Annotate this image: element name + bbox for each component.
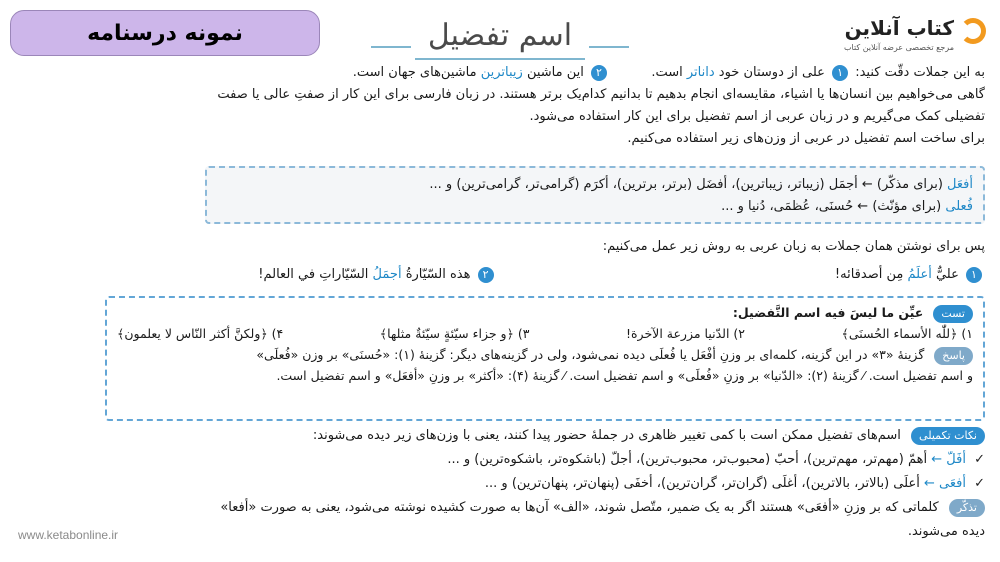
highlight-word: أجمَلُ — [372, 267, 402, 282]
intro-text: این ماشین — [526, 65, 584, 80]
brand-logo — [826, 16, 986, 56]
reminder-line-1 — [15, 496, 985, 520]
pattern-key: أفَلّ — [946, 452, 966, 467]
intro-line-3: تفضیلی کمک می‌گیریم و در زبان عربی از اسم تفضیل برای این کار استفاده می‌شود. — [529, 109, 985, 124]
intro-line-1 — [15, 62, 985, 84]
number-badge-1: ۱ — [832, 65, 848, 81]
notes-text: أهمّ (مهم‌تر، مهم‌ترین)، أحبّ (محبوب‌تر، محبوب‌ترین)، أجلّ (باشکوه‌تر، باشکوه‌ترین) و ... — [447, 452, 928, 467]
reminder-text: کلماتی که بر وزنِ «أفعَی» هستند اگر به یک ضمیر، متّصل شوند، «الف» آن‌ها به صورت کشیده نوشته می‌شود، یعنی به صورت «أفعا» — [220, 500, 939, 515]
test-options — [117, 323, 973, 344]
answer-text: گزینهٔ «۳» در این گزینه، کلمه‌ای بر وزنِ أفْعَل یا فُعلَی دیده نمی‌شود، ولی در گزینه‌های دیگر: گزینهٔ (۱): «حُسنَی» بر وزن «فُعلَی» — [256, 347, 925, 362]
translate-examples — [15, 264, 985, 286]
patterns-box — [205, 166, 985, 224]
example-text: هذه السّيّارةُ — [405, 267, 471, 282]
pattern-key: أفعَل — [947, 177, 973, 192]
notes-text: اسم‌های تفضیل ممکن است با کمی تغییر ظاهری در جملهٔ حضور پیدا کنند، یعنی با وزن‌های زیر دیده می‌شوند: — [312, 428, 901, 443]
arrow-icon: ← — [931, 452, 943, 467]
option-2: ۲) الدّنيا مزرعة الآخرة! — [626, 326, 745, 341]
pattern-desc: (برای مؤنّث) ← حُسنَی، عُظمَی، دُنیا و ... — [721, 199, 942, 214]
notes-lead — [15, 424, 985, 448]
highlight-word: أعلَمُ — [907, 267, 932, 282]
translate-lead: پس برای نوشتن همان جملات به زبان عربی به روش زیر عمل می‌کنیم: — [602, 239, 985, 254]
pattern-desc: (برای مذکّر) ← أجمَل (زیباتر، زیباترین)، أفضَل (برتر، برترین)، أکرَم (گرامی‌تر، گرامی‌ترین) و ... — [429, 177, 943, 192]
page-title-text: اسم تفضیل — [427, 18, 573, 53]
reminder-line-2: دیده می‌شوند. — [907, 524, 985, 539]
option-3: ۳) ﴿و جزاء سيّئةٍ سيّئةٌ مثلها﴾ — [379, 326, 530, 341]
intro-text: است. — [651, 65, 683, 80]
intro-text: به این جملات دقّت کنید: — [855, 65, 985, 80]
test-tag: تست — [933, 305, 973, 323]
answer-line-2: و اسم تفضیل است. ⁄ گزینهٔ (۲): «الدّنيا» بر وزنِ «فُعلَی» و اسم تفضیل است. ⁄ گزینهٔ (۴): «أكثر» بر وزنِ «أفعَل» و اسم تفضیل است. — [276, 368, 973, 383]
number-badge-1: ۱ — [966, 267, 982, 283]
page-title — [415, 12, 585, 60]
test-question — [117, 302, 973, 323]
pattern-key: فُعلی — [945, 199, 973, 214]
logo-ring-icon — [960, 18, 986, 44]
notes-row-1 — [15, 448, 985, 472]
intro-line-4: برای ساخت اسم تفضیل در عربی از وزن‌های زیر استفاده می‌کنیم. — [627, 131, 985, 146]
number-badge-2: ۲ — [591, 65, 607, 81]
arrow-icon: ← — [923, 476, 935, 491]
checkmark-icon: ✓ — [974, 452, 985, 467]
logo-tagline: مرجع تخصصی عرضه آنلاین کتاب — [843, 43, 954, 52]
option-1: ۱) ﴿للّٰه الأسماء الحُسنَی﴾ — [841, 326, 973, 341]
example-text: السّيّاراتِ في العالم! — [258, 267, 369, 282]
answer-line-1 — [117, 344, 973, 365]
example-text: مِن أصدقائه! — [834, 267, 904, 282]
pattern-key: أفعَی — [939, 476, 966, 491]
highlight-word: زیباترین — [480, 65, 523, 80]
highlight-word: داناتر — [686, 65, 715, 80]
number-badge-2: ۲ — [478, 267, 494, 283]
notes-tag: نکات تکمیلی — [911, 427, 985, 445]
option-4: ۴) ﴿ولكنَّ أكثر النّاس لا يعلمون﴾ — [117, 326, 284, 341]
intro-section — [15, 62, 985, 150]
sample-badge: نمونه درسنامه — [10, 10, 320, 56]
example-text: عليٌّ — [935, 267, 959, 282]
intro-text: ماشین‌های جهان است. — [352, 65, 477, 80]
notes-row-2 — [15, 472, 985, 496]
answer-tag: پاسخ — [934, 347, 973, 365]
pattern-masculine — [217, 174, 973, 196]
reminder-tag: تذکّر — [949, 499, 985, 517]
title-decoration-right — [589, 46, 629, 60]
checkmark-icon: ✓ — [974, 476, 985, 491]
intro-text: علی از دوستان خود — [718, 65, 825, 80]
logo-name: کتاب آنلاین — [844, 16, 954, 40]
site-watermark: www.ketabonline.ir — [18, 528, 119, 542]
intro-line-2: گاهی می‌خواهیم بین انسان‌ها یا اشیاء، مقایسه‌ای انجام بدهیم تا بدانیم کدام‌یک برتر هستند. در زبان فارسی برای این کار از صفتِ عالی یا صفت — [217, 87, 985, 102]
test-box — [105, 296, 985, 421]
notes-section — [15, 424, 985, 544]
pattern-feminine — [217, 196, 973, 218]
question-text: عيِّن ما ليسَ فيه اسم التَّفضيل: — [732, 305, 924, 320]
title-decoration-left — [371, 46, 411, 60]
notes-text: أعلَی (بالاتر، بالاترین)، أغلَی (گران‌تر، گران‌ترین)، أخفَی (پنهان‌تر، پنهان‌ترین) و ... — [484, 476, 920, 491]
